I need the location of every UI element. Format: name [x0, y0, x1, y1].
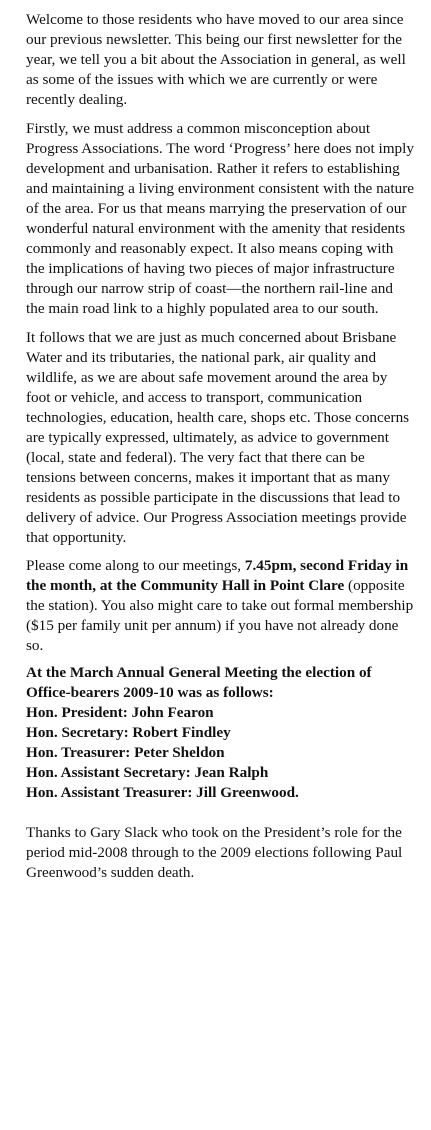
- office-bearer-assistant-secretary: Hon. Assistant Secretary: Jean Ralph: [26, 764, 269, 781]
- office-bearers-list: [26, 663, 415, 803]
- thanks-paragraph: Thanks to Gary Slack who took on the President’s role for the period mid-2008 through to the 2009 elections following Paul Greenwood’s sudden death.: [26, 824, 403, 881]
- misconception-paragraph: Firstly, we must address a common misconception about Progress Associations. The word ‘Progress’ here does not imply development and urbanisation. Rather it refers to establishing and maintaining a living environment consistent with the nature of the area. For us that means marrying the preservation of our wonderful natural environment with the amenity that residents commonly and reasonably expect. It also means coping with the implications of having two pieces of major infrastructure through our narrow strip of coast—the northern rail-line and the main road link to a highly populated area to our south.: [26, 120, 415, 317]
- meetings-text-post: (opposite the station). You also might care to take out formal membership ($15 per family unit per annum) if you have not already done so.: [26, 577, 414, 654]
- meetings-time-place: 7.45pm, second Friday in the month, at the Community Hall in Point Clare: [26, 557, 409, 594]
- meetings-text-pre: Please come along to our meetings,: [26, 557, 245, 574]
- office-bearer-secretary: Hon. Secretary: Robert Findley: [26, 724, 231, 741]
- welcome-paragraph: Welcome to those residents who have moved to our area since our previous newsletter. This being our first newsletter for the year, we tell you a bit about the Association in general, as well as some of the issues with which we are currently or were recently dealing.: [26, 11, 406, 108]
- office-bearer-treasurer: Hon. Treasurer: Peter Sheldon: [26, 744, 225, 761]
- office-bearer-president: Hon. President: John Fearon: [26, 704, 214, 721]
- meetings-paragraph: [26, 556, 415, 656]
- office-bearers-intro: At the March Annual General Meeting the election of Office-bearers 2009-10 was as follows:: [26, 664, 372, 701]
- concerns-paragraph: It follows that we are just as much concerned about Brisbane Water and its tributaries, the national park, air quality and wildlife, as we are about safe movement around the area by foot or vehicle, and access to transport, communication technologies, education, health care, shops etc. Those concerns are typically expressed, ultimately, as advice to government (local, state and federal). The very fact that there can be tensions between concerns, makes it important that as many residents as possible participate in the discussions that lead to delivery of advice. Our Progress Association meetings provide that opportunity.: [26, 329, 410, 546]
- office-bearer-assistant-treasurer: Hon. Assistant Treasurer: Jill Greenwood.: [26, 784, 299, 801]
